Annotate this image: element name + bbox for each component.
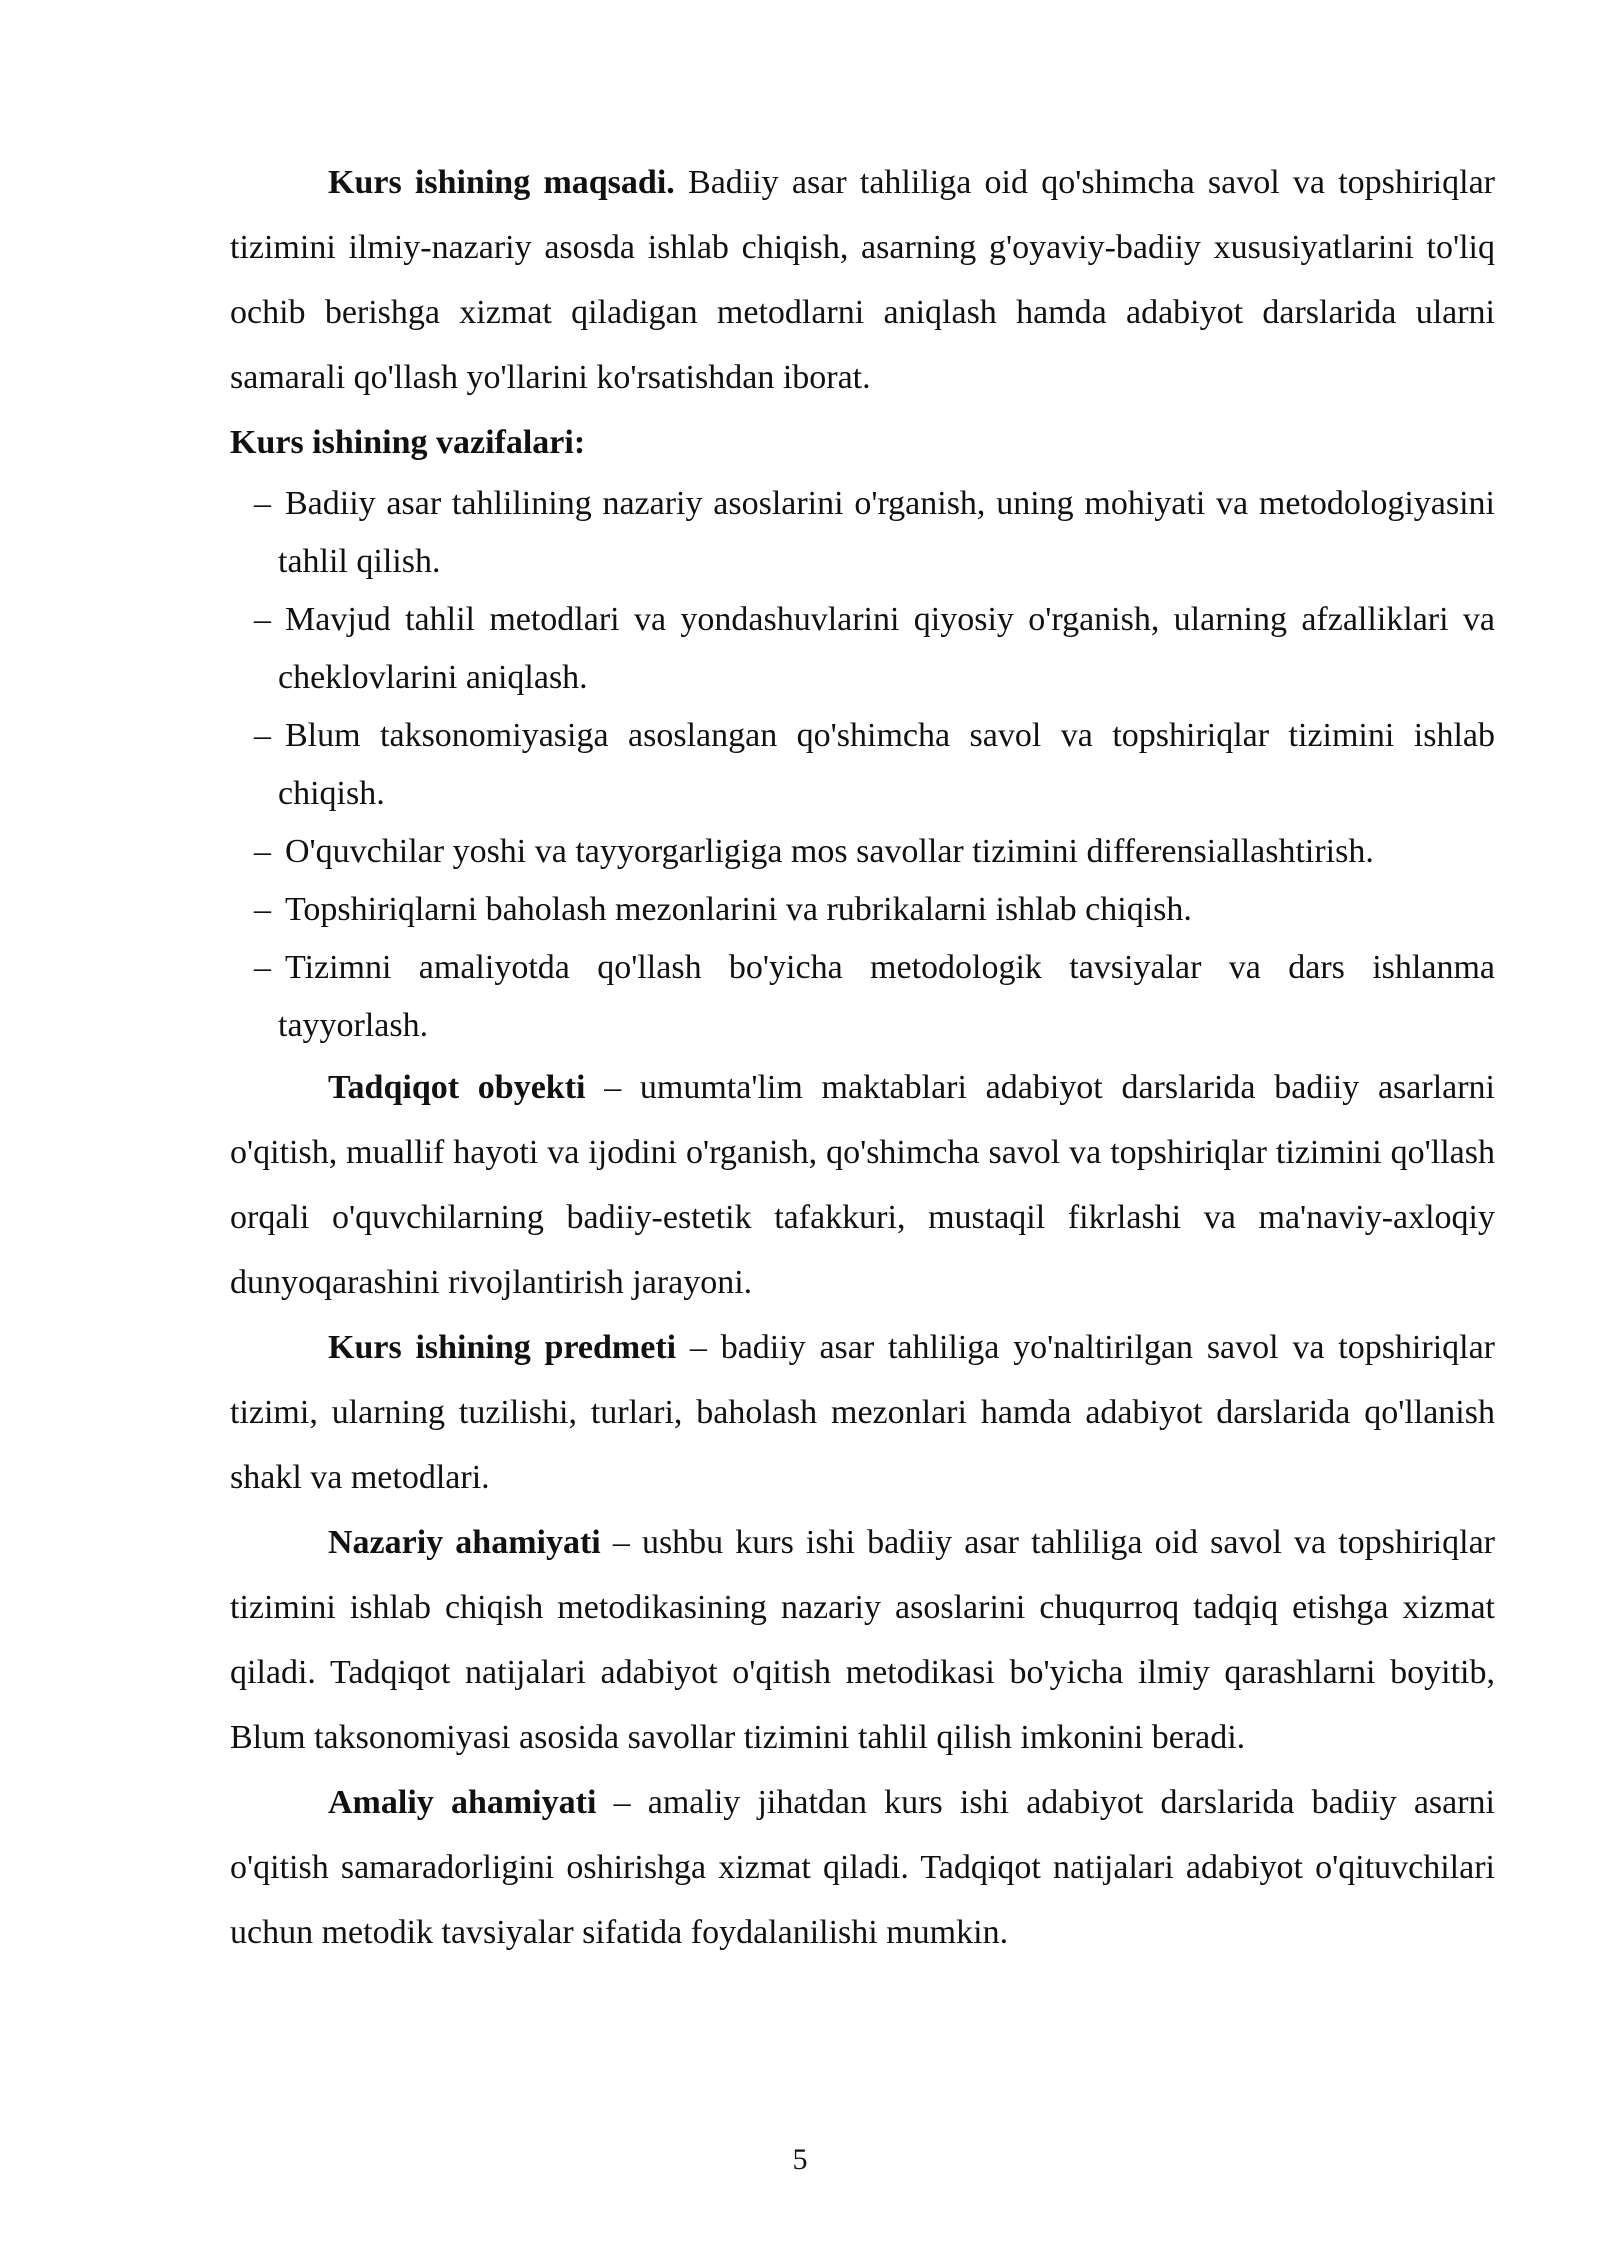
dash-marker: – xyxy=(254,485,271,522)
page-number: 5 xyxy=(792,2143,808,2176)
task-text: Blum taksonomiyasiga asoslangan qo'shimcha savol va topshiriqlar tizimini ishlab chiqish. xyxy=(278,717,1495,812)
tasks-list xyxy=(230,475,1495,1055)
subject-paragraph xyxy=(230,1315,1495,1510)
task-text: Mavjud tahlil metodlari va yondashuvlarini qiyosiy o'rganish, ularning afzalliklari va cheklovlarini aniqlash. xyxy=(278,601,1495,696)
task-text: O'quvchilar yoshi va tayyorgarligiga mos savollar tizimini differensiallashtirish. xyxy=(285,833,1374,870)
dash-marker: – xyxy=(254,717,271,754)
theory-paragraph xyxy=(230,1510,1495,1770)
task-item xyxy=(254,707,1495,823)
dash-marker: – xyxy=(254,601,271,638)
dash-marker: – xyxy=(254,949,271,986)
task-item xyxy=(254,823,1495,881)
practice-title: Amaliy ahamiyati xyxy=(328,1784,597,1821)
task-text: Tizimni amaliyotda qo'llash bo'yicha metodologik tavsiyalar va dars ishlanma tayyorlash. xyxy=(278,949,1495,1044)
task-item xyxy=(254,591,1495,707)
practice-paragraph xyxy=(230,1770,1495,1965)
goal-text: Badiiy asar tahliliga oid qo'shimcha savol va topshiriqlar tizimini ilmiy-nazariy asosda ishlab chiqish, asarning g'oyaviy-badiiy xususiyatlarini to'liq ochib berishga xizmat qiladigan metodlarni aniqlash hamda adabiyot darslarida ularni samarali qo'llash yo'llarini ko'rsatishdan iborat. xyxy=(230,164,1495,396)
task-item xyxy=(254,881,1495,939)
practice-text: – amaliy jihatdan kurs ishi adabiyot darslarida badiiy asarni o'qitish samaradorligini oshirishga xizmat qiladi. Tadqiqot natijalari adabiyot o'qituvchilari uchun metodik tavsiyalar sifatida foydalanilishi mumkin. xyxy=(230,1784,1496,1951)
goal-title: Kurs ishining maqsadi. xyxy=(328,164,675,201)
theory-title: Nazariy ahamiyati xyxy=(328,1524,601,1561)
object-text: – umumta'lim maktablari adabiyot darslarida badiiy asarlarni o'qitish, muallif hayoti va ijodini o'rganish, qo'shimcha savol va topshiriqlar tizimini qo'llash orqali o'quvchilarning badiiy-estetik tafakkuri, mustaqil fikrlashi va ma'naviy-axloqiy dunyoqarashini rivojlantirish jarayoni. xyxy=(230,1069,1495,1301)
object-paragraph xyxy=(230,1055,1495,1315)
task-item xyxy=(254,939,1495,1055)
object-title: Tadqiqot obyekti xyxy=(328,1069,586,1106)
task-text: Topshiriqlarni baholash mezonlarini va rubrikalarni ishlab chiqish. xyxy=(285,891,1192,928)
theory-text: – ushbu kurs ishi badiiy asar tahliliga oid savol va topshiriqlar tizimini ishlab chiqish metodikasining nazariy asoslarini chuqurroq tadqiq etishga xizmat qiladi. Tadqiqot natijalari adabiyot o'qitish metodikasi bo'yicha ilmiy qarashlarni boyitib, Blum taksonomiyasi asosida savollar tizimini tahlil qilish imkonini beradi. xyxy=(230,1524,1495,1756)
task-text: Badiiy asar tahlilining nazariy asoslarini o'rganish, uning mohiyati va metodologiyasini tahlil qilish. xyxy=(278,485,1495,580)
goal-paragraph xyxy=(230,150,1495,410)
dash-marker: – xyxy=(254,833,271,870)
dash-marker: – xyxy=(254,891,271,928)
subject-text: – badiiy asar tahliliga yo'naltirilgan savol va topshiriqlar tizimi, ularning tuzilishi, turlari, baholash mezonlari hamda adabiyot darslarida qo'llanish shakl va metodlari. xyxy=(230,1329,1496,1496)
task-item xyxy=(254,475,1495,591)
document-page xyxy=(230,150,1495,1965)
subject-title: Kurs ishining predmeti xyxy=(328,1329,677,1366)
tasks-heading: Kurs ishining vazifalari: xyxy=(230,424,586,461)
